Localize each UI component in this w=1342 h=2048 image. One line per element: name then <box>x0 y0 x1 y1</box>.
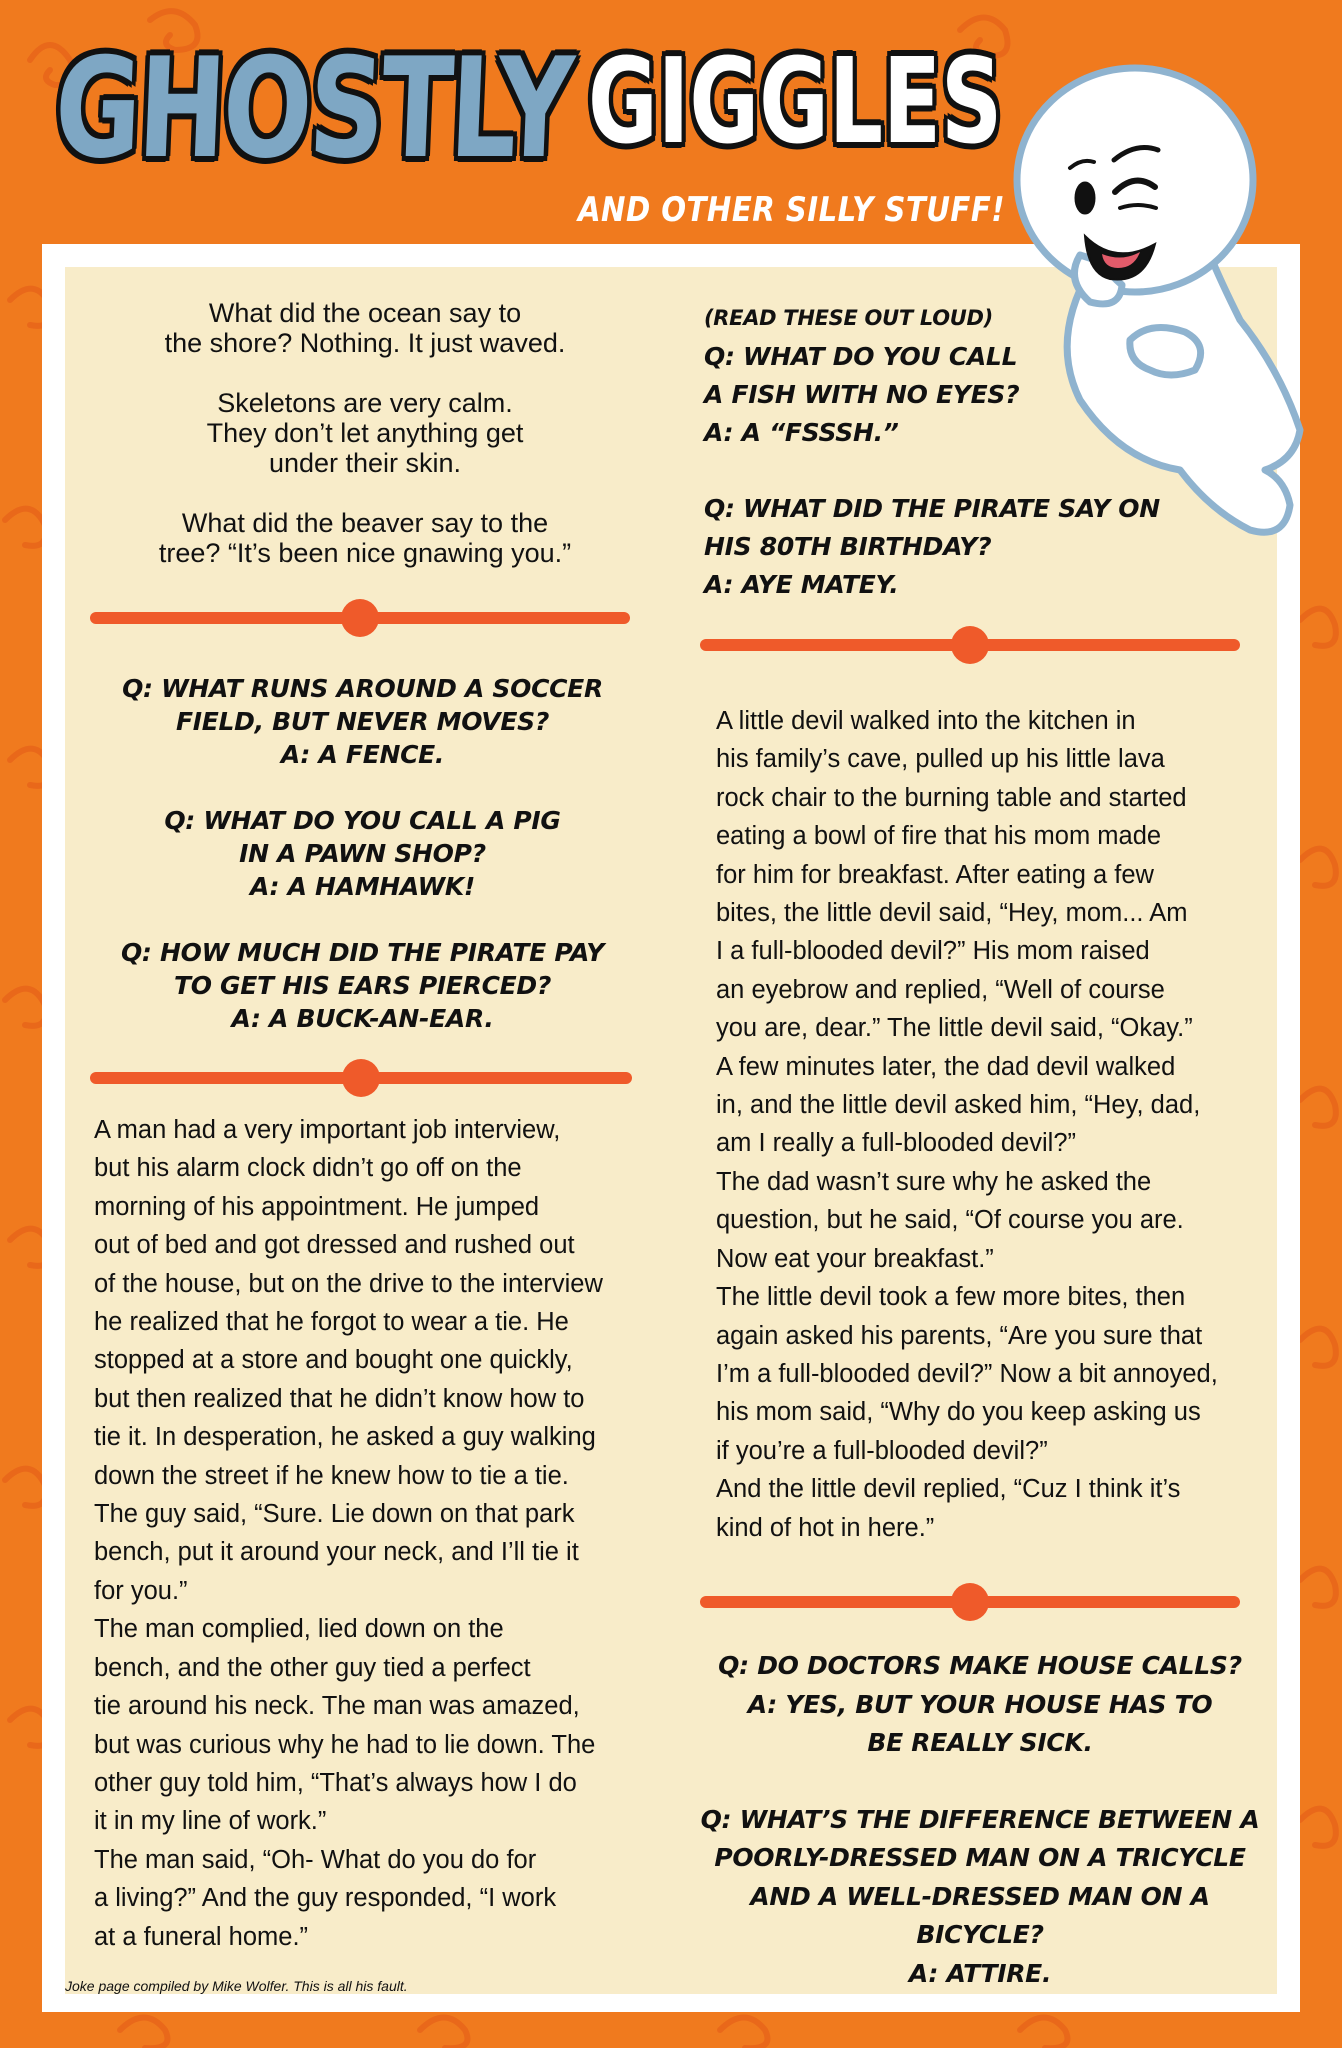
section-divider <box>90 612 630 624</box>
story-job-interview: A man had a very important job interview, but his alarm clock didn’t go off on the morning of his appointment. He jumped out of bed and got dressed and rushed out of the house, but on the drive to the interview he realized that he forgot to wear a tie. He stopped at a store and bought one quickly, but then realized that he didn’t know how to tie it. In desperation, he asked a guy walking down the street if he knew how to tie a tie. The guy said, “Sure. Lie down on that park bench, put it around your neck, and I’ll tie it for you.” The man complied, lied down on the bench, and the other guy tied a perfect tie around his neck. The man was amazed, but was curious why he had to lie down. The other guy told him, “That’s always how I do it in my line of work.” The man said, “Oh- What do you do for a living?” And the guy responded, “I work at a funeral home.” <box>94 1116 603 1951</box>
title-ghostly: GHOSTLY <box>52 28 574 189</box>
section-divider <box>90 1072 632 1084</box>
footer-credit: Joke page compiled by Mike Wolfer. This is all his fault. <box>65 1978 408 1994</box>
qa-jokes-left <box>90 672 635 1068</box>
joke-qa: Q: DO DOCTORS MAKE HOUSE CALLS? A: YES, BUT YOUR HOUSE HAS TO BE REALLY SICK. <box>718 1651 1242 1757</box>
joke-qa: Q: WHAT DID THE PIRATE SAY ON HIS 80TH BIRTHDAY? A: AYE MATEY. <box>704 494 1160 599</box>
subtitle: AND OTHER SILLY STUFF! <box>578 190 1005 230</box>
read-aloud-note: (READ THESE OUT LOUD) <box>704 306 993 330</box>
title-giggles: GIGGLES <box>588 32 1003 170</box>
joke-plain: Skeletons are very calm. They don’t let anything get under their skin. <box>206 388 524 478</box>
ghost-icon <box>1010 40 1310 570</box>
section-divider <box>700 1596 1240 1608</box>
divider-knob <box>342 1059 380 1097</box>
joke-qa: Q: HOW MUCH DID THE PIRATE PAY TO GET HIS EARS PIERCED? A: A BUCK-AN-EAR. <box>120 938 605 1033</box>
divider-knob <box>951 1583 989 1621</box>
joke-qa: Q: WHAT’S THE DIFFERENCE BETWEEN A POORLY-DRESSED MAN ON A TRICYCLE AND A WELL-DRESSED MAN ON A BICYCLE? A: ATTIRE. <box>700 1804 1260 1988</box>
story-little-devil: A little devil walked into the kitchen in his family’s cave, pulled up his little lava rock chair to the burning table and started eating a bowl of fire that his mom made for him for breakfast. After eating a few bites, the little devil said, “Hey, mom... Am I a full-blooded devil?” His mom raised an eyebrow and replied, “Well of course you are, dear.” The little devil said, “Okay.” A few minutes later, the dad devil walked in, and the little devil asked him, “Hey, dad, am I really a full-blooded devil?” The dad wasn’t sure why he asked the question, but he said, “Of course you are. Now eat your breakfast.” The little devil took a few more bites, then again asked his parents, “Are you sure that I’m a full-blooded devil?” Now a bit annoyed, his mom said, “Why do you keep asking us if you’re a full-blooded devil?” And the little devil replied, “Cuz I think it’s kind of hot in here.” <box>716 707 1218 1542</box>
section-divider <box>700 639 1240 651</box>
joke-qa: Q: WHAT DO YOU CALL A FISH WITH NO EYES? A: A “FSSSH.” <box>704 342 1020 447</box>
divider-knob <box>951 626 989 664</box>
divider-knob <box>341 599 379 637</box>
joke-qa: Q: WHAT RUNS AROUND A SOCCER FIELD, BUT NEVER MOVES? A: A FENCE. <box>122 674 603 769</box>
joke-plain: What did the beaver say to the tree? “It’s been nice gnawing you.” <box>158 508 572 568</box>
joke-plain: What did the ocean say to the shore? Nothing. It just waved. <box>164 298 566 358</box>
plain-jokes <box>120 298 610 598</box>
joke-qa: Q: WHAT DO YOU CALL A PIG IN A PAWN SHOP? A: A HAMHAWK! <box>164 806 561 901</box>
qa-jokes-right-bottom <box>690 1647 1270 2026</box>
